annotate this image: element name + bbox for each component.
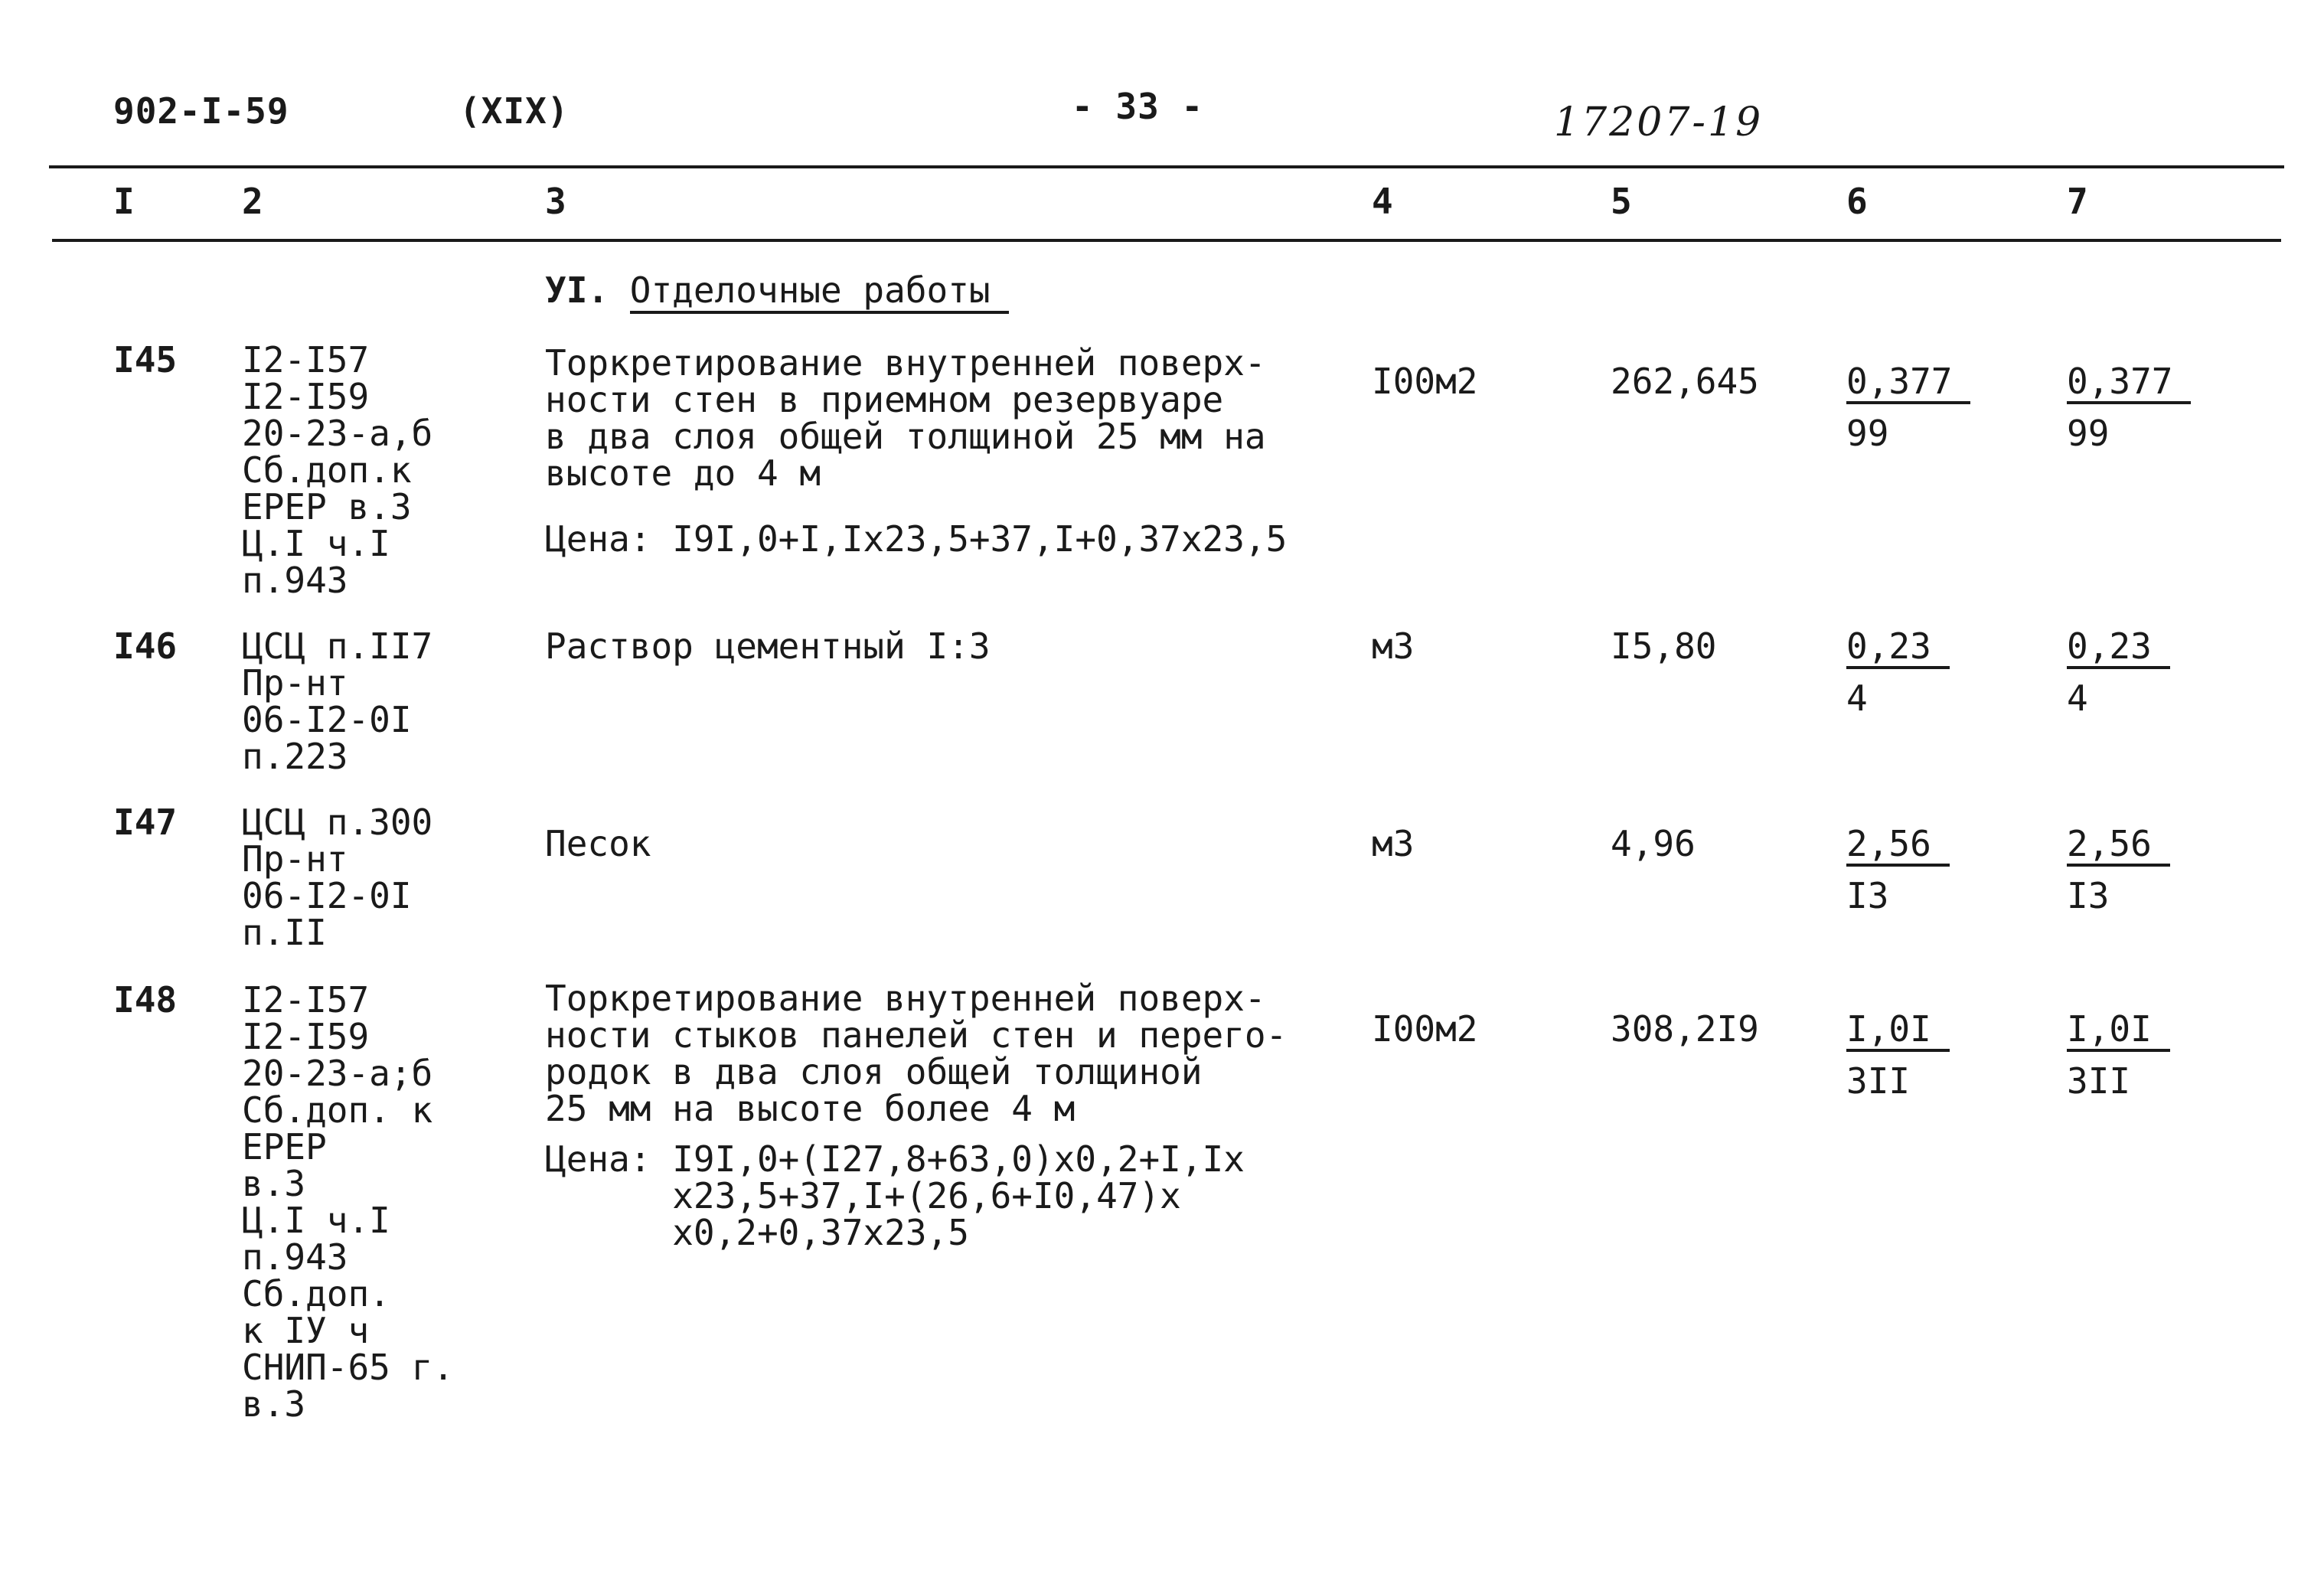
fraction-numerator: 0,377 <box>2067 363 2191 404</box>
code-line: ЦСЦ п.II7 <box>242 625 433 667</box>
row-col7-fraction <box>2067 363 2191 452</box>
row-quantity: I5,80 <box>1611 625 1717 667</box>
row-quantity: 308,2I9 <box>1611 1008 1759 1050</box>
price-label: Цена: <box>545 1138 651 1180</box>
column-header-5: 5 <box>1611 181 1632 222</box>
code-line: I2-I59 <box>242 1016 370 1057</box>
column-header-4: 4 <box>1372 181 1393 222</box>
fraction-numerator: 0,23 <box>2067 628 2170 669</box>
row-codes <box>242 341 432 599</box>
page-number: - 33 - <box>1072 86 1204 127</box>
fraction-numerator: 2,56 <box>1846 825 1950 867</box>
desc-line: родок в два слоя общей толщиной <box>545 1051 1203 1092</box>
row-price <box>545 1138 1245 1253</box>
row-description <box>545 625 991 667</box>
code-line: I2-I57 <box>242 339 370 380</box>
code-line: СНИП-65 г. <box>242 1347 454 1388</box>
row-col6-fraction <box>1846 625 1950 719</box>
fraction-denominator: 99 <box>2067 413 2110 454</box>
column-header-6: 6 <box>1846 181 1868 222</box>
row-col7-fraction <box>2067 625 2170 719</box>
code-line: ЦСЦ п.300 <box>242 802 433 843</box>
row-unit: I00м2 <box>1372 361 1478 402</box>
fraction-numerator: I,0I <box>1846 1011 1950 1052</box>
desc-line: 25 мм на высоте более 4 м <box>545 1088 1076 1129</box>
code-line: I2-I57 <box>242 979 370 1020</box>
code-line: п.943 <box>242 1236 348 1278</box>
handwritten-reference: 17207-19 <box>1554 100 1764 145</box>
column-header-1: I <box>113 181 135 222</box>
fraction-denominator: 4 <box>1846 678 1868 719</box>
row-number: I47 <box>113 802 178 843</box>
column-header-3: 3 <box>545 181 566 222</box>
code-line: 20-23-а;б <box>242 1053 433 1094</box>
doc-code: 902-I-59 <box>113 90 289 132</box>
fraction-denominator: 3II <box>2067 1060 2131 1102</box>
code-line: п.943 <box>242 560 348 601</box>
row-number: I46 <box>113 625 178 667</box>
row-description <box>545 980 1287 1127</box>
fraction-numerator: I,0I <box>2067 1011 2170 1052</box>
code-line: в.3 <box>242 1383 306 1425</box>
section-heading <box>545 269 1009 311</box>
row-quantity: 4,96 <box>1611 823 1696 864</box>
code-line: п.II <box>242 912 327 953</box>
fraction-numerator: 0,23 <box>1846 628 1950 669</box>
code-line: к IУ ч <box>242 1310 370 1351</box>
desc-line: Торкретирование внутренней поверх- <box>545 978 1266 1019</box>
code-line: Ц.I ч.I <box>242 1200 390 1241</box>
code-line: Сб.доп.к <box>242 449 412 491</box>
desc-line: Торкретирование внутренней поверх- <box>545 342 1266 384</box>
price-line: x0,2+0,37x23,5 <box>672 1212 969 1253</box>
code-line: ЕРЕР <box>242 1126 327 1167</box>
code-line: Пр-нт <box>242 838 348 880</box>
desc-line: Песок <box>545 823 651 864</box>
desc-line: ности стен в приемном резервуаре <box>545 379 1224 420</box>
column-header-7: 7 <box>2067 181 2088 222</box>
price-line: I9I,0+I,Ix23,5+37,I+0,37x23,5 <box>672 518 1288 560</box>
row-col7-fraction <box>2067 1008 2170 1102</box>
header-rule-top <box>49 165 2284 168</box>
desc-line: Раствор цементный I:3 <box>545 625 991 667</box>
fraction-numerator: 0,377 <box>1846 363 1970 404</box>
price-label: Цена: <box>545 518 651 560</box>
section-prefix: УI. <box>545 269 609 311</box>
row-number: I48 <box>113 979 178 1020</box>
code-line: в.3 <box>242 1163 306 1204</box>
fraction-denominator: 4 <box>2067 678 2088 719</box>
doc-part: (XIX) <box>459 90 570 132</box>
code-line: Ц.I ч.I <box>242 523 390 564</box>
desc-line: высоте до 4 м <box>545 452 821 494</box>
price-line: I9I,0+(I27,8+63,0)x0,2+I,Ix <box>672 1138 1245 1180</box>
row-unit: м3 <box>1372 625 1415 667</box>
row-codes <box>242 625 433 777</box>
fraction-denominator: 99 <box>1846 413 1889 454</box>
column-header-2: 2 <box>242 181 263 222</box>
row-col6-fraction <box>1846 825 1950 914</box>
desc-line: в два слоя общей толщиной 25 мм на <box>545 416 1266 457</box>
code-line: 20-23-а,б <box>242 413 433 454</box>
code-line: I2-I59 <box>242 376 370 417</box>
row-col6-fraction <box>1846 363 1970 452</box>
code-line: Сб.доп. к <box>242 1089 433 1131</box>
code-line: Сб.доп. <box>242 1273 390 1314</box>
price-line: x23,5+37,I+(26,6+I0,47)x <box>672 1175 1181 1216</box>
row-col6-fraction <box>1846 1008 1950 1102</box>
row-price <box>545 518 1288 560</box>
code-line: ЕРЕР в.3 <box>242 486 412 527</box>
fraction-numerator: 2,56 <box>2067 825 2170 867</box>
row-description <box>545 342 1266 494</box>
header-rule-bottom <box>52 239 2281 242</box>
row-col7-fraction <box>2067 825 2170 914</box>
row-number: I45 <box>113 339 178 380</box>
fraction-denominator: 3II <box>1846 1060 1911 1102</box>
row-description <box>545 825 651 862</box>
row-codes <box>242 804 432 951</box>
code-line: п.223 <box>242 736 348 777</box>
code-line: 06-I2-0I <box>242 699 412 740</box>
row-unit: м3 <box>1372 823 1415 864</box>
fraction-denominator: I3 <box>1846 875 1889 916</box>
desc-line: ности стыков панелей стен и перего- <box>545 1014 1288 1056</box>
row-quantity: 262,645 <box>1611 361 1759 402</box>
code-line: Пр-нт <box>242 662 348 704</box>
section-title: Отделочные работы <box>630 269 1009 314</box>
fraction-denominator: I3 <box>2067 875 2110 916</box>
row-codes <box>242 979 454 1425</box>
code-line: 06-I2-0I <box>242 875 412 916</box>
row-unit: I00м2 <box>1372 1008 1478 1050</box>
